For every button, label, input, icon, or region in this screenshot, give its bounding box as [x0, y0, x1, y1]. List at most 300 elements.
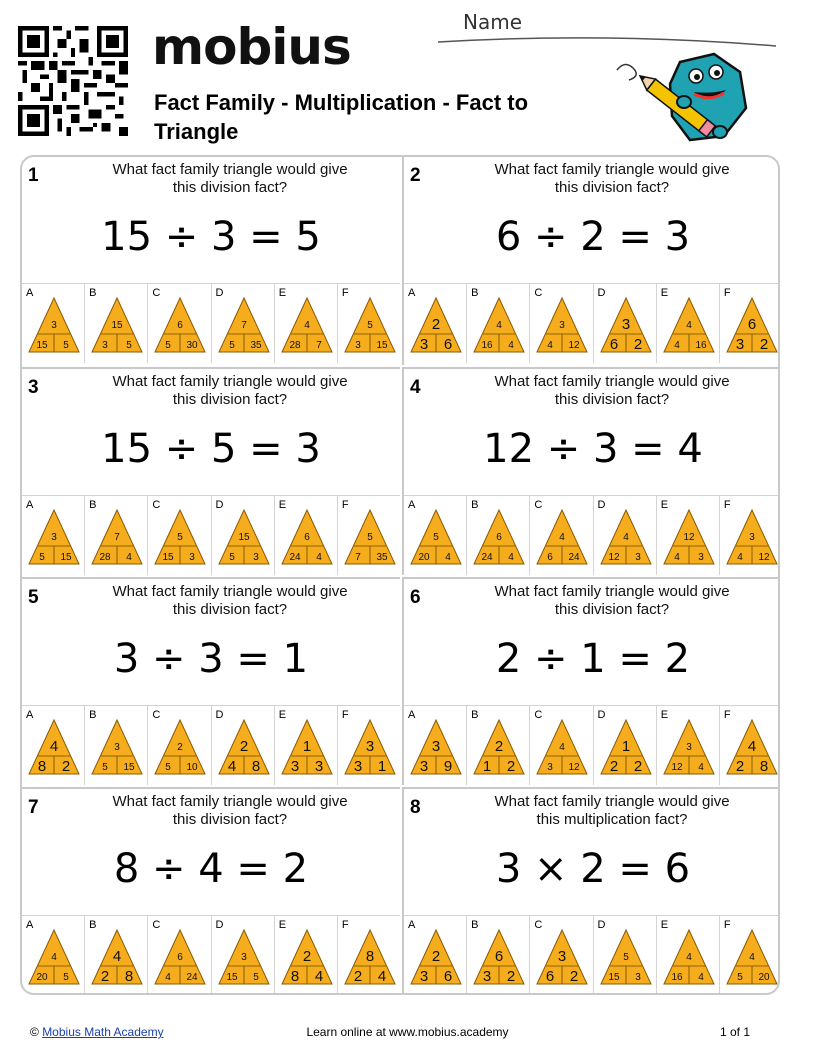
problem-cell — [402, 577, 780, 785]
triangle-top-number: 2 — [495, 738, 504, 755]
option-letter: B — [471, 287, 479, 299]
answer-option[interactable] — [147, 916, 210, 995]
triangle-top-number: 7 — [114, 532, 120, 543]
answer-option[interactable] — [656, 496, 719, 575]
fact-family-triangle — [409, 928, 463, 986]
triangle-right-number: 16 — [695, 340, 707, 351]
triangle-left-number: 3 — [483, 968, 492, 985]
question-line: What fact family triangle would give — [112, 161, 348, 178]
triangle-left-number: 4 — [165, 972, 172, 983]
triangle-top-number: 4 — [685, 320, 692, 331]
option-letter: C — [152, 499, 161, 511]
triangle-left-number: 4 — [227, 758, 236, 775]
triangle-left-number: 3 — [290, 758, 299, 775]
fact-family-triangle — [153, 508, 207, 566]
option-letter: C — [534, 287, 543, 299]
triangle-top-number: 3 — [51, 532, 57, 543]
option-letter: F — [723, 709, 731, 721]
fact-family-triangle — [90, 508, 144, 566]
option-letter: E — [660, 287, 669, 299]
triangle-left-number: 3 — [353, 758, 363, 775]
triangle-left-number: 5 — [228, 552, 235, 563]
triangle-top-number: 3 — [558, 948, 567, 965]
problem-question — [62, 161, 398, 197]
triangle-left-number: 15 — [36, 340, 48, 351]
triangle-left-number: 2 — [735, 758, 745, 775]
triangle-top-number: 3 — [621, 316, 630, 333]
fact-family-triangle — [535, 718, 589, 776]
triangle-top-number: 15 — [111, 320, 123, 331]
option-letter: D — [597, 499, 606, 511]
answer-option[interactable] — [719, 916, 780, 995]
question-line: this multiplication fact? — [536, 811, 688, 828]
fact-family-triangle — [280, 718, 334, 776]
fact-family-triangle — [599, 928, 653, 986]
answer-option[interactable] — [274, 916, 337, 995]
triangle-top-number: 8 — [365, 948, 375, 965]
fact-family-triangle — [472, 508, 526, 566]
answer-option[interactable] — [466, 706, 529, 785]
question-line: What fact family triangle would give — [494, 583, 730, 600]
triangle-right-number: 9 — [443, 758, 453, 775]
triangle-top-number: 4 — [685, 952, 692, 963]
answer-option[interactable] — [719, 496, 780, 575]
answer-option[interactable] — [656, 284, 719, 363]
fact-family-triangle — [153, 718, 207, 776]
fact-family-triangle — [27, 928, 81, 986]
triangle-left-number: 3 — [419, 758, 429, 775]
triangle-right-number: 2 — [507, 968, 516, 985]
triangle-left-number: 4 — [673, 340, 680, 351]
triangle-right-number: 30 — [186, 340, 198, 351]
triangle-top-number: 3 — [365, 738, 375, 755]
fact-family-triangle — [153, 296, 207, 354]
option-letter: A — [408, 287, 416, 299]
question-line: this division fact? — [554, 391, 670, 408]
triangle-right-number: 12 — [758, 552, 770, 563]
problem-number: 6 — [410, 587, 421, 608]
question-line: What fact family triangle would give — [494, 161, 730, 178]
triangle-left-number: 15 — [607, 972, 620, 983]
answer-option[interactable] — [719, 284, 780, 363]
triangle-left-number: 3 — [419, 336, 429, 353]
fact-family-triangle — [27, 296, 81, 354]
triangle-top-number: 4 — [51, 952, 57, 963]
worksheet-title: Fact Family - Multiplication - Fact to Triangle — [154, 90, 529, 144]
triangle-left-number: 8 — [37, 758, 47, 775]
triangle-right-number: 2 — [61, 758, 71, 775]
answer-option[interactable] — [466, 496, 529, 575]
triangle-top-number: 4 — [113, 948, 122, 965]
triangle-top-number: 2 — [239, 738, 248, 755]
answer-option[interactable] — [656, 706, 719, 785]
triangle-top-number: 12 — [683, 532, 695, 543]
answer-option[interactable] — [22, 284, 84, 363]
triangle-left-number: 20 — [418, 552, 430, 563]
triangle-top-number: 4 — [496, 320, 502, 331]
triangle-left-number: 16 — [671, 972, 683, 983]
fact-family-triangle — [599, 508, 653, 566]
fact-family-triangle — [343, 508, 397, 566]
triangle-top-number: 3 — [51, 320, 57, 331]
fact-family-triangle — [217, 508, 271, 566]
option-letter: A — [26, 919, 34, 931]
answer-option[interactable] — [656, 916, 719, 995]
fact-family-triangle — [662, 296, 716, 354]
option-letter: C — [534, 919, 543, 931]
fact-family-triangle — [153, 928, 207, 986]
triangle-top-number: 6 — [177, 952, 184, 963]
problem-number: 1 — [28, 165, 39, 186]
option-letter: F — [723, 287, 731, 299]
triangle-left-number: 15 — [162, 552, 174, 563]
triangle-right-number: 4 — [508, 552, 514, 563]
question-line: What fact family triangle would give — [112, 583, 348, 600]
triangle-top-number: 4 — [622, 532, 629, 543]
fact-family-triangle — [343, 928, 397, 986]
triangle-top-number: 2 — [431, 316, 441, 333]
answer-option[interactable] — [211, 706, 274, 785]
option-letter: B — [471, 919, 479, 931]
option-letter: C — [152, 709, 161, 721]
answer-option[interactable] — [529, 496, 592, 575]
question-line: What fact family triangle would give — [494, 373, 730, 390]
fact-family-triangle — [27, 718, 81, 776]
footer-center-text: Learn online at www.mobius.academy — [306, 1025, 509, 1039]
triangle-right-number: 8 — [251, 758, 260, 775]
triangle-right-number: 6 — [443, 336, 453, 353]
fact-family-triangle — [27, 508, 81, 566]
fact-family-triangle — [662, 928, 716, 986]
problem-question — [62, 373, 398, 409]
fact-equation: 12 ÷ 3 = 4 — [483, 426, 703, 472]
triangle-top-number: 15 — [237, 532, 250, 543]
footer-copyright: © Mobius Math Academy — [30, 1025, 164, 1039]
problem-cell — [22, 367, 400, 575]
question-line: this division fact? — [172, 811, 288, 828]
fact-family-triangle — [90, 718, 144, 776]
answer-option[interactable] — [593, 496, 656, 575]
triangle-top-number: 4 — [747, 738, 757, 755]
triangle-top-number: 4 — [49, 738, 59, 755]
triangle-top-number: 3 — [559, 320, 566, 331]
option-letter: B — [89, 287, 97, 299]
problem-number: 2 — [410, 165, 421, 186]
triangle-right-number: 24 — [186, 972, 198, 983]
triangle-right-number: 10 — [186, 762, 198, 773]
answer-option[interactable] — [529, 284, 592, 363]
fact-family-triangle — [725, 508, 779, 566]
triangle-right-number: 4 — [315, 552, 322, 563]
footer-link[interactable]: Mobius Math Academy — [42, 1025, 164, 1039]
fact-family-triangle — [472, 928, 526, 986]
triangle-right-number: 4 — [445, 552, 451, 563]
answer-option[interactable] — [593, 284, 656, 363]
problem-number: 7 — [28, 797, 39, 818]
triangle-left-number: 2 — [353, 968, 363, 985]
fact-family-triangle — [90, 928, 144, 986]
triangle-left-number: 24 — [481, 552, 493, 563]
option-letter: C — [152, 287, 161, 299]
answer-option[interactable] — [84, 706, 147, 785]
question-line: What fact family triangle would give — [494, 793, 730, 810]
triangle-left-number: 12 — [671, 762, 683, 773]
option-letter: D — [215, 919, 224, 931]
fact-family-triangle — [472, 296, 526, 354]
triangle-right-number: 2 — [633, 758, 642, 775]
triangle-right-number: 5 — [126, 340, 132, 351]
triangle-right-number: 15 — [123, 762, 135, 773]
option-letter: E — [278, 287, 287, 299]
fact-equation: 3 ÷ 3 = 1 — [113, 636, 309, 682]
triangle-right-number: 6 — [443, 968, 453, 985]
triangle-left-number: 20 — [36, 972, 48, 983]
triangle-right-number: 8 — [125, 968, 134, 985]
answer-options — [22, 495, 400, 575]
option-letter: C — [534, 499, 543, 511]
triangle-right-number: 4 — [508, 340, 514, 351]
triangle-left-number: 4 — [673, 552, 680, 563]
triangle-top-number: 2 — [177, 742, 184, 753]
triangle-left-number: 2 — [609, 758, 618, 775]
triangle-left-number: 2 — [101, 968, 110, 985]
option-letter: D — [597, 919, 606, 931]
problem-question — [62, 793, 398, 829]
answer-option[interactable] — [466, 916, 529, 995]
option-letter: F — [341, 287, 349, 299]
triangle-left-number: 3 — [355, 340, 361, 351]
answer-option[interactable] — [211, 496, 274, 575]
question-line: this division fact? — [554, 179, 670, 196]
option-letter: B — [471, 709, 479, 721]
triangle-top-number: 4 — [559, 742, 566, 753]
problem-number: 8 — [410, 797, 421, 818]
question-line: this division fact? — [554, 601, 670, 618]
answer-option[interactable] — [404, 496, 466, 575]
answer-options — [22, 915, 400, 995]
option-letter: B — [89, 919, 97, 931]
problem-cell — [402, 367, 780, 575]
triangle-top-number: 4 — [303, 320, 310, 331]
fact-family-triangle — [725, 928, 779, 986]
triangle-top-number: 2 — [431, 948, 441, 965]
question-line: this division fact? — [172, 179, 288, 196]
answer-option[interactable] — [22, 706, 84, 785]
triangle-top-number: 6 — [496, 532, 502, 543]
problem-cell — [402, 787, 780, 995]
triangle-left-number: 4 — [737, 552, 743, 563]
fact-equation: 2 ÷ 1 = 2 — [495, 636, 691, 682]
answer-option[interactable] — [337, 916, 400, 995]
question-line: this division fact? — [172, 601, 288, 618]
triangle-left-number: 15 — [225, 972, 238, 983]
fact-family-triangle — [535, 928, 589, 986]
triangle-top-number: 5 — [622, 952, 629, 963]
triangle-right-number: 12 — [568, 762, 580, 773]
triangle-right-number: 4 — [697, 762, 704, 773]
answer-option[interactable] — [274, 496, 337, 575]
mobius-logo: mobius — [152, 18, 351, 76]
answer-options — [22, 283, 400, 363]
triangle-right-number: 3 — [252, 552, 259, 563]
problem-grid — [20, 155, 780, 995]
triangle-top-number: 3 — [749, 532, 755, 543]
option-letter: E — [278, 499, 287, 511]
option-letter: E — [660, 499, 669, 511]
problem-number: 5 — [28, 587, 39, 608]
problem-question — [444, 583, 780, 619]
answer-option[interactable] — [22, 496, 84, 575]
answer-option[interactable] — [529, 706, 592, 785]
answer-option[interactable] — [337, 284, 400, 363]
problem-question — [444, 373, 780, 409]
answer-option[interactable] — [147, 496, 210, 575]
option-letter: E — [660, 709, 669, 721]
option-letter: B — [89, 709, 97, 721]
option-letter: D — [215, 709, 224, 721]
answer-option[interactable] — [274, 284, 337, 363]
triangle-top-number: 5 — [367, 532, 373, 543]
answer-option[interactable] — [211, 284, 274, 363]
triangle-top-number: 3 — [431, 738, 441, 755]
option-letter: A — [26, 709, 34, 721]
fact-family-triangle — [725, 296, 779, 354]
fact-family-triangle — [280, 296, 334, 354]
triangle-left-number: 6 — [546, 968, 555, 985]
triangle-right-number: 3 — [189, 552, 196, 563]
question-line: What fact family triangle would give — [112, 373, 348, 390]
option-letter: B — [89, 499, 97, 511]
fact-family-triangle — [662, 508, 716, 566]
triangle-right-number: 3 — [634, 972, 641, 983]
answer-option[interactable] — [84, 916, 147, 995]
triangle-top-number: 6 — [177, 320, 184, 331]
fact-equation: 3 × 2 = 6 — [495, 846, 691, 892]
answer-option[interactable] — [84, 496, 147, 575]
triangle-top-number: 5 — [367, 320, 373, 331]
triangle-top-number: 6 — [495, 948, 504, 965]
answer-option[interactable] — [337, 496, 400, 575]
fact-family-triangle — [662, 718, 716, 776]
answer-options — [404, 705, 780, 785]
answer-option[interactable] — [22, 916, 84, 995]
triangle-right-number: 35 — [249, 340, 262, 351]
answer-option[interactable] — [466, 284, 529, 363]
fact-family-triangle — [599, 718, 653, 776]
option-letter: E — [660, 919, 669, 931]
option-letter: D — [597, 287, 606, 299]
triangle-top-number: 4 — [749, 952, 755, 963]
answer-option[interactable] — [274, 706, 337, 785]
triangle-right-number: 2 — [507, 758, 516, 775]
fact-family-triangle — [409, 508, 463, 566]
answer-option[interactable] — [147, 706, 210, 785]
mascot-illustration — [612, 40, 762, 150]
triangle-top-number: 2 — [302, 948, 311, 965]
fact-equation: 15 ÷ 5 = 3 — [101, 426, 321, 472]
answer-option[interactable] — [84, 284, 147, 363]
triangle-left-number: 5 — [165, 762, 172, 773]
answer-option[interactable] — [147, 284, 210, 363]
triangle-right-number: 2 — [570, 968, 579, 985]
triangle-top-number: 5 — [177, 532, 184, 543]
option-letter: C — [152, 919, 161, 931]
triangle-right-number: 4 — [126, 552, 132, 563]
fact-family-triangle — [725, 718, 779, 776]
option-letter: F — [341, 709, 349, 721]
problem-question — [444, 793, 780, 829]
option-letter: D — [215, 499, 224, 511]
fact-family-triangle — [90, 296, 144, 354]
answer-options — [404, 283, 780, 363]
triangle-right-number: 2 — [633, 336, 642, 353]
answer-option[interactable] — [404, 284, 466, 363]
fact-equation: 8 ÷ 4 = 2 — [113, 846, 309, 892]
fact-family-triangle — [217, 928, 271, 986]
page-number: 1 of 1 — [720, 1025, 751, 1039]
qr-code — [18, 26, 128, 136]
triangle-right-number: 15 — [60, 552, 72, 563]
triangle-top-number: 1 — [621, 738, 630, 755]
triangle-top-number: 3 — [685, 742, 692, 753]
answer-option[interactable] — [719, 706, 780, 785]
triangle-left-number: 5 — [165, 340, 172, 351]
triangle-left-number: 16 — [481, 340, 493, 351]
fact-family-triangle — [280, 508, 334, 566]
triangle-right-number: 4 — [377, 968, 387, 985]
triangle-right-number: 7 — [315, 340, 322, 351]
triangle-left-number: 7 — [355, 552, 361, 563]
triangle-right-number: 24 — [568, 552, 580, 563]
fact-family-triangle — [280, 928, 334, 986]
answer-option[interactable] — [404, 706, 466, 785]
triangle-left-number: 28 — [99, 552, 111, 563]
fact-equation: 6 ÷ 2 = 3 — [495, 214, 691, 260]
option-letter: A — [408, 499, 416, 511]
triangle-left-number: 12 — [607, 552, 620, 563]
triangle-top-number: 7 — [240, 320, 247, 331]
triangle-right-number: 35 — [376, 552, 388, 563]
option-letter: D — [597, 709, 606, 721]
triangle-top-number: 3 — [240, 952, 247, 963]
triangle-left-number: 6 — [547, 552, 554, 563]
fact-family-triangle — [535, 508, 589, 566]
answer-option[interactable] — [211, 916, 274, 995]
answer-option[interactable] — [593, 706, 656, 785]
option-letter: F — [723, 919, 731, 931]
option-letter: F — [723, 499, 731, 511]
answer-option[interactable] — [404, 916, 466, 995]
triangle-right-number: 20 — [758, 972, 770, 983]
triangle-right-number: 1 — [377, 758, 387, 775]
fact-equation: 15 ÷ 3 = 5 — [101, 214, 321, 260]
answer-option[interactable] — [337, 706, 400, 785]
question-line: this division fact? — [172, 391, 288, 408]
option-letter: E — [278, 709, 287, 721]
triangle-top-number: 6 — [303, 532, 310, 543]
problem-number: 3 — [28, 377, 39, 398]
option-letter: A — [26, 287, 34, 299]
answer-option[interactable] — [529, 916, 592, 995]
answer-option[interactable] — [593, 916, 656, 995]
option-letter: C — [534, 709, 543, 721]
triangle-left-number: 6 — [609, 336, 618, 353]
triangle-left-number: 8 — [290, 968, 299, 985]
problem-question — [444, 161, 780, 197]
triangle-top-number: 4 — [559, 532, 566, 543]
triangle-left-number: 3 — [735, 336, 745, 353]
triangle-left-number: 1 — [483, 758, 492, 775]
